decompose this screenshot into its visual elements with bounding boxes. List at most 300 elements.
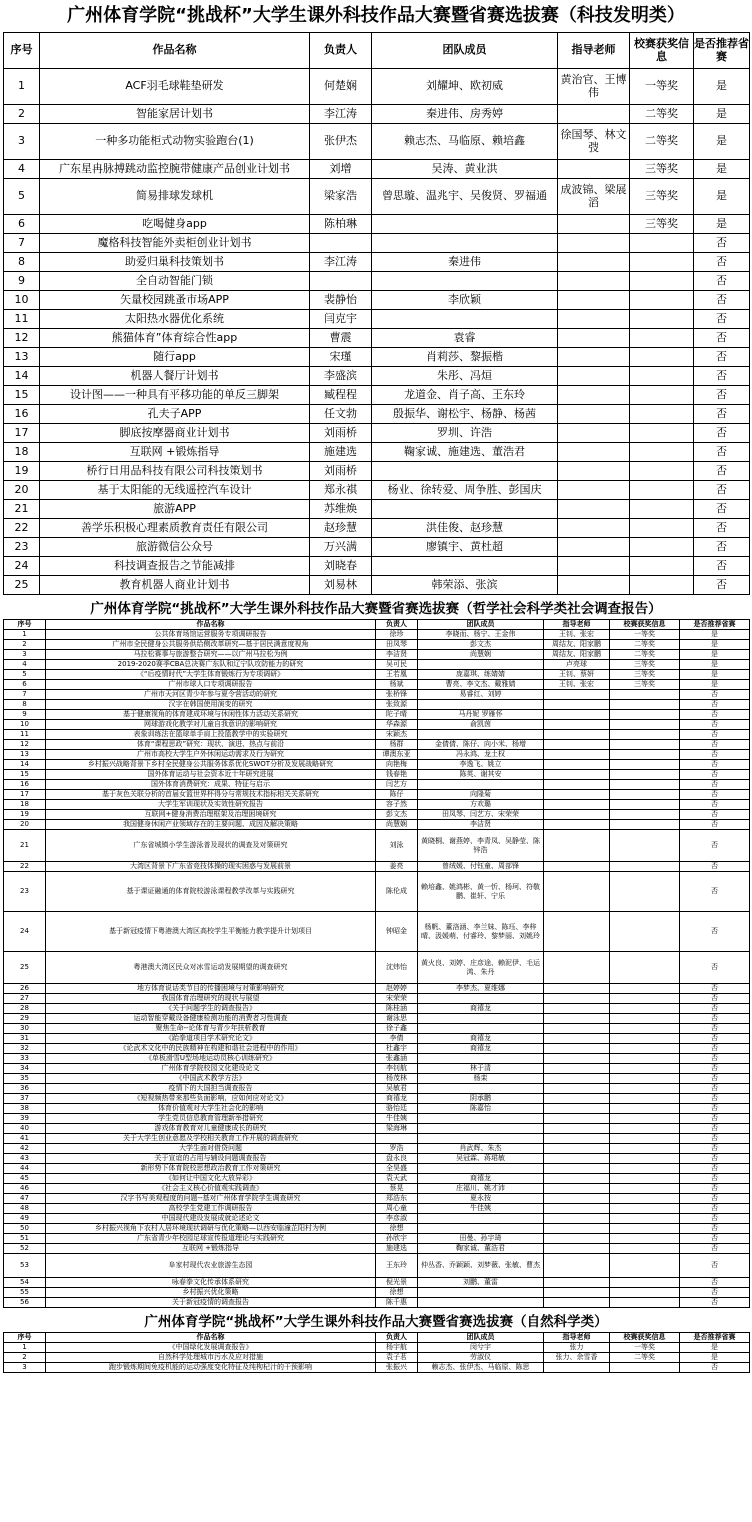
cell-award — [610, 1084, 680, 1094]
cell-team-members: 殷振华、谢松宇、杨静、杨茜 — [372, 405, 558, 424]
cell-recommended: 否 — [680, 1044, 750, 1054]
cell-recommended: 否 — [680, 872, 750, 912]
cell-project-name: 关于新冠疫情的调查报告 — [46, 1298, 376, 1308]
section2-table — [3, 619, 750, 1308]
cell-advisor — [544, 1298, 610, 1308]
cell-advisor — [544, 1034, 610, 1044]
cell-index: 34 — [4, 1064, 46, 1074]
cell-recommended: 否 — [680, 1204, 750, 1214]
cell-recommended: 是 — [680, 670, 750, 680]
cell-recommended: 否 — [680, 820, 750, 830]
cell-recommended: 否 — [680, 720, 750, 730]
table-row — [4, 994, 750, 1004]
cell-leader — [310, 272, 372, 291]
header-advisor: 指导老师 — [558, 33, 630, 69]
cell-index: 18 — [4, 800, 46, 810]
cell-leader: 彭文杰 — [376, 810, 418, 820]
cell-index: 9 — [4, 710, 46, 720]
cell-team-members — [418, 1224, 544, 1234]
table-row — [4, 1004, 750, 1014]
cell-advisor — [544, 984, 610, 994]
cell-recommended: 是 — [694, 160, 750, 179]
cell-leader: 吴可民 — [376, 660, 418, 670]
cell-leader: 施建选 — [376, 1244, 418, 1254]
cell-team-members: 黄晓桐、谢燕婷、李青凤、吴静莹、陈锌浩 — [418, 830, 544, 862]
cell-index: 35 — [4, 1074, 46, 1084]
cell-project-name: 关于宣谊的占用与辅设问题调查报告 — [46, 1154, 376, 1164]
cell-advisor — [544, 720, 610, 730]
header-award: 校赛获奖信息 — [610, 1333, 680, 1343]
cell-recommended: 否 — [694, 481, 750, 500]
table-row — [4, 680, 750, 690]
cell-advisor — [544, 1363, 610, 1373]
cell-advisor — [544, 1114, 610, 1124]
table-row — [4, 1254, 750, 1278]
cell-index: 17 — [4, 424, 40, 443]
cell-team-members: 鞠家诚、施建选、董浩君 — [372, 443, 558, 462]
cell-recommended: 是 — [694, 179, 750, 215]
header-recommended: 是否推荐省赛 — [694, 33, 750, 69]
cell-index: 45 — [4, 1174, 46, 1184]
cell-award — [630, 272, 694, 291]
cell-project-name: 智能家居计划书 — [40, 105, 310, 124]
cell-leader: 陈桂涵 — [376, 1004, 418, 1014]
cell-leader: 钟昭金 — [376, 912, 418, 952]
cell-leader: 王东玲 — [376, 1254, 418, 1278]
cell-index: 52 — [4, 1244, 46, 1254]
cell-index: 13 — [4, 750, 46, 760]
cell-team-members: 向隆菊 — [418, 790, 544, 800]
cell-project-name: 自然科学处理城市污水及应对措施 — [46, 1353, 376, 1363]
cell-award — [630, 348, 694, 367]
cell-index: 47 — [4, 1194, 46, 1204]
cell-project-name: 学生党员信息教育管理新举措研究 — [46, 1114, 376, 1124]
cell-leader: 陈千惠 — [376, 1298, 418, 1308]
cell-recommended: 否 — [680, 1124, 750, 1134]
cell-team-members: 商禧龙 — [418, 1044, 544, 1054]
cell-advisor — [544, 1094, 610, 1104]
cell-award — [630, 462, 694, 481]
cell-leader: 王若凰 — [376, 670, 418, 680]
cell-leader: 张桥锋 — [376, 690, 418, 700]
cell-team-members — [418, 780, 544, 790]
header-leader: 负责人 — [376, 1333, 418, 1343]
cell-award — [610, 1144, 680, 1154]
cell-advisor — [544, 1244, 610, 1254]
cell-advisor — [558, 405, 630, 424]
cell-index: 4 — [4, 660, 46, 670]
cell-recommended: 否 — [680, 1234, 750, 1244]
cell-index: 1 — [4, 630, 46, 640]
cell-project-name: 广州体育学院校园文化建设论文 — [46, 1064, 376, 1074]
cell-award — [610, 1254, 680, 1278]
cell-team-members: 李梦杰、夏维娜 — [418, 984, 544, 994]
cell-project-name: 太阳热水器优化系统 — [40, 310, 310, 329]
cell-award — [610, 1074, 680, 1084]
section2-header-row — [4, 620, 750, 630]
cell-advisor — [558, 329, 630, 348]
cell-recommended: 否 — [680, 1004, 750, 1014]
cell-team-members: 夏永按 — [418, 1194, 544, 1204]
cell-team-members: 方欢璐 — [418, 800, 544, 810]
cell-index: 3 — [4, 124, 40, 160]
cell-team-members: 庄福川、姚才沛 — [418, 1184, 544, 1194]
table-row — [4, 1014, 750, 1024]
cell-recommended: 否 — [680, 1134, 750, 1144]
table-row — [4, 1154, 750, 1164]
cell-recommended: 否 — [680, 952, 750, 984]
cell-advisor — [544, 1194, 610, 1204]
cell-award — [610, 1094, 680, 1104]
cell-advisor: 成波锦、梁展滔 — [558, 179, 630, 215]
cell-advisor — [558, 424, 630, 443]
cell-project-name: 新形势下体育院校思想政治教育工作对策研究 — [46, 1164, 376, 1174]
cell-leader: 杜鑫宇 — [376, 1044, 418, 1054]
cell-recommended: 否 — [694, 367, 750, 386]
cell-leader: 万兴满 — [310, 538, 372, 557]
cell-team-members: 黄火良、刘婷、庄彦途、赖泥伊、毛运鸿、朱丹 — [418, 952, 544, 984]
cell-team-members: 陈嘉怡 — [418, 1104, 544, 1114]
cell-leader: 刘泳 — [376, 830, 418, 862]
cell-team-members — [418, 1288, 544, 1298]
cell-award — [630, 576, 694, 595]
cell-recommended: 否 — [680, 1094, 750, 1104]
cell-leader: 倪光景 — [376, 1278, 418, 1288]
cell-leader: 商禧龙 — [376, 1094, 418, 1104]
cell-project-name: 脚底按摩器商业计划书 — [40, 424, 310, 443]
table-row — [4, 1194, 750, 1204]
cell-team-members: 商禧龙 — [418, 1004, 544, 1014]
cell-advisor — [544, 830, 610, 862]
cell-leader: 华森源 — [376, 720, 418, 730]
header-project-name: 作品名称 — [40, 33, 310, 69]
section3-table — [3, 1332, 750, 1373]
cell-team-members — [418, 1024, 544, 1034]
cell-recommended: 否 — [680, 1214, 750, 1224]
cell-award — [610, 730, 680, 740]
table-row — [4, 557, 750, 576]
header-award: 校赛获奖信息 — [630, 33, 694, 69]
cell-award — [630, 538, 694, 557]
table-row — [4, 650, 750, 660]
table-row — [4, 538, 750, 557]
cell-advisor — [544, 1074, 610, 1084]
cell-team-members: 劳淑仪 — [418, 1353, 544, 1363]
cell-index: 38 — [4, 1104, 46, 1114]
cell-award — [610, 830, 680, 862]
cell-project-name: 教育机器人商业计划书 — [40, 576, 310, 595]
cell-leader: 沈炜怡 — [376, 952, 418, 984]
table-row — [4, 1034, 750, 1044]
cell-team-members: 陈英、谢其安 — [418, 770, 544, 780]
cell-recommended: 否 — [680, 800, 750, 810]
cell-advisor — [558, 310, 630, 329]
cell-advisor — [544, 1154, 610, 1164]
cell-award — [610, 800, 680, 810]
cell-index: 30 — [4, 1024, 46, 1034]
cell-index: 11 — [4, 730, 46, 740]
cell-recommended: 否 — [680, 1154, 750, 1164]
header-advisor: 指导老师 — [544, 620, 610, 630]
cell-project-name: 汉字在韩国使用演变的研究 — [46, 700, 376, 710]
cell-index: 27 — [4, 994, 46, 1004]
cell-team-members: 刘鹏、董雷 — [418, 1278, 544, 1288]
cell-leader: 蔡晃 — [376, 1184, 418, 1194]
table-row — [4, 830, 750, 862]
table-row — [4, 1234, 750, 1244]
cell-leader: 梁海琳 — [376, 1124, 418, 1134]
cell-team-members: 杨业、徐转爱、周争胜、彭国庆 — [372, 481, 558, 500]
cell-leader: 李彦淑 — [376, 1214, 418, 1224]
cell-leader: 田凤琴 — [376, 640, 418, 650]
cell-index: 43 — [4, 1154, 46, 1164]
cell-project-name: 乡村振兴战略背景下乡村全民健身公共服务体系优化SWOT分析及发展战略研究 — [46, 760, 376, 770]
cell-team-members — [418, 1014, 544, 1024]
cell-award — [610, 690, 680, 700]
cell-index: 24 — [4, 912, 46, 952]
cell-project-name: 疫情下的大国担当调查报告 — [46, 1084, 376, 1094]
cell-recommended: 否 — [694, 405, 750, 424]
cell-advisor — [544, 1104, 610, 1114]
cell-recommended: 是 — [680, 1343, 750, 1353]
cell-leader: 闫克宇 — [310, 310, 372, 329]
cell-project-name: 《“后疫情时代”大学生体育锻炼行为专项调研》 — [46, 670, 376, 680]
cell-advisor — [544, 1278, 610, 1288]
cell-award: 一等奖 — [610, 630, 680, 640]
cell-advisor — [558, 105, 630, 124]
table-row — [4, 630, 750, 640]
cell-project-name: 国外体育消费研究：成果、特征与启示 — [46, 780, 376, 790]
cell-leader: 周心童 — [376, 1204, 418, 1214]
cell-team-members: 朱彤、冯烜 — [372, 367, 558, 386]
table-row — [4, 1134, 750, 1144]
cell-leader: 郑浩东 — [376, 1194, 418, 1204]
cell-leader: 徐想 — [376, 1224, 418, 1234]
table-row — [4, 329, 750, 348]
cell-index: 14 — [4, 760, 46, 770]
cell-project-name: 《如何让中国文化大放异彩》 — [46, 1174, 376, 1184]
cell-leader: 陈伦成 — [376, 872, 418, 912]
cell-leader: 李钊航 — [376, 1064, 418, 1074]
cell-team-members: 闵兮宇 — [418, 1343, 544, 1353]
cell-leader: 全昊盛 — [376, 1164, 418, 1174]
cell-recommended: 否 — [680, 862, 750, 872]
cell-team-members — [372, 215, 558, 234]
cell-recommended: 否 — [694, 576, 750, 595]
cell-project-name: 随行app — [40, 348, 310, 367]
section1-table — [3, 32, 750, 595]
table-row — [4, 1104, 750, 1114]
cell-leader: 宋颖杰 — [376, 730, 418, 740]
cell-recommended: 否 — [680, 1254, 750, 1278]
table-row — [4, 481, 750, 500]
cell-leader: 张致源 — [376, 700, 418, 710]
cell-award — [630, 310, 694, 329]
cell-advisor — [544, 1044, 610, 1054]
cell-project-name: 网球游戏化教学对儿童自我意识的影响研究 — [46, 720, 376, 730]
table-row — [4, 1224, 750, 1234]
cell-index: 1 — [4, 69, 40, 105]
cell-advisor — [544, 780, 610, 790]
table-row — [4, 780, 750, 790]
cell-team-members: 商禧龙 — [418, 1034, 544, 1044]
cell-recommended: 否 — [680, 1298, 750, 1308]
cell-team-members: 李逸飞、姚立 — [418, 760, 544, 770]
cell-index: 26 — [4, 984, 46, 994]
cell-index: 48 — [4, 1204, 46, 1214]
cell-award — [610, 710, 680, 720]
cell-advisor: 王钊、张宏 — [544, 630, 610, 640]
cell-recommended: 否 — [680, 740, 750, 750]
cell-advisor — [544, 952, 610, 984]
cell-recommended: 否 — [680, 912, 750, 952]
cell-project-name: 游戏体育教育对儿童健康成长的研究 — [46, 1124, 376, 1134]
cell-award — [610, 700, 680, 710]
cell-recommended: 否 — [694, 462, 750, 481]
cell-team-members: 袁睿 — [372, 329, 558, 348]
cell-advisor — [558, 519, 630, 538]
cell-recommended: 否 — [680, 1114, 750, 1124]
cell-award — [610, 1004, 680, 1014]
cell-recommended: 否 — [680, 984, 750, 994]
table-row — [4, 690, 750, 700]
cell-team-members — [418, 1214, 544, 1224]
cell-leader: 张振兴 — [376, 1363, 418, 1373]
table-row — [4, 700, 750, 710]
cell-advisor — [544, 912, 610, 952]
cell-index: 2 — [4, 640, 46, 650]
cell-advisor — [558, 160, 630, 179]
cell-advisor — [544, 1084, 610, 1094]
cell-project-name: 高校学生党建工作调研报告 — [46, 1204, 376, 1214]
table-row — [4, 462, 750, 481]
cell-project-name: 粤港澳大湾区民众对冰雪运动发展期望的调查研究 — [46, 952, 376, 984]
cell-index: 8 — [4, 253, 40, 272]
cell-leader: 刘雨桥 — [310, 424, 372, 443]
table-row — [4, 160, 750, 179]
cell-advisor — [558, 462, 630, 481]
cell-index: 23 — [4, 538, 40, 557]
cell-recommended: 否 — [680, 770, 750, 780]
cell-advisor — [558, 481, 630, 500]
cell-award — [610, 820, 680, 830]
cell-team-members: 杨栾 — [418, 1074, 544, 1084]
cell-index: 20 — [4, 481, 40, 500]
cell-recommended: 是 — [680, 680, 750, 690]
cell-leader: 刘晓春 — [310, 557, 372, 576]
header-index: 序号 — [4, 33, 40, 69]
cell-index: 56 — [4, 1298, 46, 1308]
cell-leader — [376, 1134, 418, 1144]
cell-team-members: 赖志杰、张伊杰、马临原、陈思 — [418, 1363, 544, 1373]
cell-project-name: 广州市球人口专项调研报告 — [46, 680, 376, 690]
cell-index: 15 — [4, 770, 46, 780]
cell-award — [610, 1214, 680, 1224]
table-row — [4, 1288, 750, 1298]
cell-project-name: 《论武术文化中的民族精神在构建和谐社会进程中的作用》 — [46, 1044, 376, 1054]
cell-advisor — [558, 576, 630, 595]
table-row — [4, 1074, 750, 1084]
cell-leader: 谢泳思 — [376, 1014, 418, 1024]
cell-index: 16 — [4, 405, 40, 424]
cell-leader: 陈柏琳 — [310, 215, 372, 234]
header-index: 序号 — [4, 1333, 46, 1343]
cell-leader: 骆怡廷 — [376, 1104, 418, 1114]
table-row — [4, 1084, 750, 1094]
cell-team-members — [418, 994, 544, 1004]
cell-recommended: 否 — [680, 730, 750, 740]
cell-award — [610, 862, 680, 872]
cell-team-members: 刘耀坤、欧初威 — [372, 69, 558, 105]
cell-team-members: 庞嘉琪、练婧婧 — [418, 670, 544, 680]
table-row — [4, 253, 750, 272]
cell-project-name: 吃喝健身app — [40, 215, 310, 234]
cell-project-name: 阜家村现代农业旅游生态园 — [46, 1254, 376, 1278]
section3-body — [4, 1343, 750, 1373]
table-row — [4, 1124, 750, 1134]
cell-recommended: 否 — [694, 500, 750, 519]
cell-advisor — [558, 272, 630, 291]
cell-advisor — [558, 291, 630, 310]
cell-advisor — [558, 348, 630, 367]
cell-recommended: 否 — [680, 1064, 750, 1074]
header-leader: 负责人 — [376, 620, 418, 630]
cell-award — [630, 386, 694, 405]
cell-team-members: 尚慧娴 — [418, 650, 544, 660]
cell-award: 三等奖 — [610, 680, 680, 690]
cell-index: 28 — [4, 1004, 46, 1014]
cell-leader: 张鑫涵 — [376, 1054, 418, 1064]
cell-recommended: 否 — [680, 1184, 750, 1194]
cell-award — [610, 810, 680, 820]
table-row — [4, 1343, 750, 1353]
cell-index: 37 — [4, 1094, 46, 1104]
cell-index: 36 — [4, 1084, 46, 1094]
table-row — [4, 519, 750, 538]
cell-leader: 刘易林 — [310, 576, 372, 595]
header-team-members: 团队成员 — [372, 33, 558, 69]
cell-advisor — [544, 740, 610, 750]
cell-recommended: 否 — [694, 291, 750, 310]
table-row — [4, 367, 750, 386]
cell-team-members — [372, 234, 558, 253]
table-row — [4, 862, 750, 872]
cell-index: 32 — [4, 1044, 46, 1054]
cell-project-name: 我国健身休闲产业领域存在的主要问题、成因及解决策略 — [46, 820, 376, 830]
cell-index: 51 — [4, 1234, 46, 1244]
cell-recommended: 否 — [680, 1074, 750, 1084]
cell-advisor — [544, 750, 610, 760]
cell-advisor — [544, 1184, 610, 1194]
cell-advisor — [544, 1224, 610, 1234]
cell-award — [610, 770, 680, 780]
cell-recommended: 否 — [680, 1144, 750, 1154]
cell-award — [630, 405, 694, 424]
cell-award: 二等奖 — [610, 640, 680, 650]
cell-leader — [310, 234, 372, 253]
cell-award — [610, 1278, 680, 1288]
cell-team-members: 肖莉莎、黎振楷 — [372, 348, 558, 367]
cell-index: 22 — [4, 519, 40, 538]
cell-leader: 臧程程 — [310, 386, 372, 405]
cell-project-name: 善学乐积极心理素质教育责任有限公司 — [40, 519, 310, 538]
cell-project-name: 基于健康视角的体育建成环境与休闲性体力活动关系研究 — [46, 710, 376, 720]
cell-index: 10 — [4, 291, 40, 310]
cell-leader: 孙欣宇 — [376, 1234, 418, 1244]
cell-advisor — [544, 690, 610, 700]
cell-index: 14 — [4, 367, 40, 386]
table-row — [4, 272, 750, 291]
